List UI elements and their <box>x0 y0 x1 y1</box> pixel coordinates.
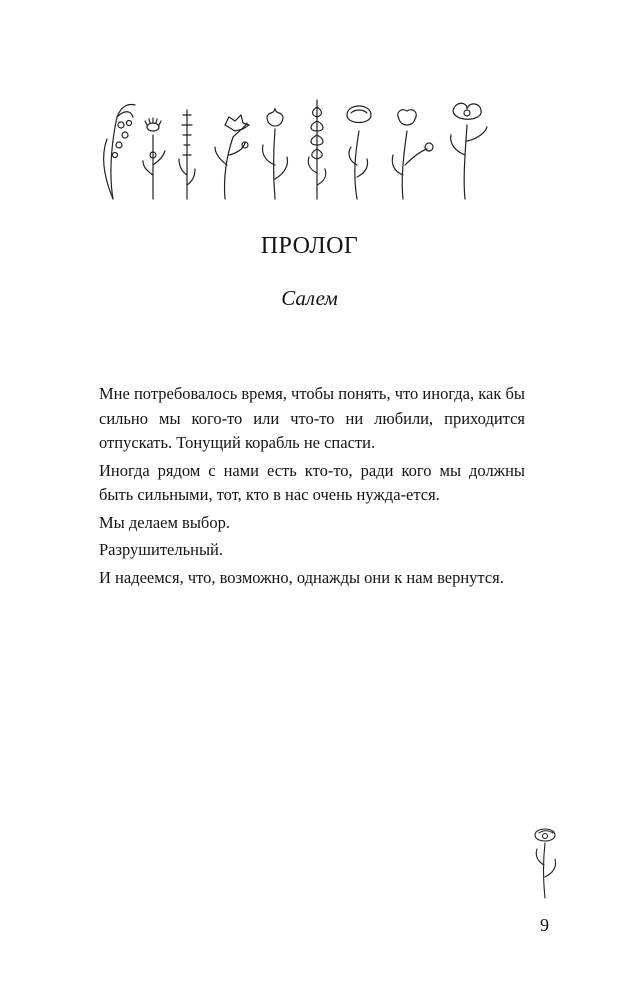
paragraph: Мы делаем выбор. <box>99 512 230 532</box>
poppy-flower-icon <box>527 825 563 900</box>
poppy-icon <box>347 106 371 199</box>
chapter-subtitle: Салем <box>281 286 338 310</box>
paragraph: Мне потребовалось время, чтобы понять, что иногда, как бы сильно мы кого-то или что-то ни любили, приходится отпускать. Тонущий корабль не спасти. <box>99 384 525 452</box>
wildflowers-border-icon <box>95 95 495 205</box>
paragraph: И надеемся, что, возможно, однажды они к нам вернутся. <box>99 567 504 587</box>
page-number: 9 <box>540 915 549 935</box>
tulip-icon <box>263 109 288 199</box>
foxglove-icon <box>308 100 325 199</box>
daisy-icon <box>143 118 165 199</box>
branching-flower-icon <box>392 110 433 199</box>
body-text <box>99 382 525 590</box>
chapter-title: ПРОЛОГ <box>260 233 359 259</box>
large-poppy-icon <box>451 103 487 199</box>
paragraph: Иногда рядом с нами есть кто-то, ради кого мы должны быть сильными, тот, кто в нас очень нужда-ется. <box>99 460 525 504</box>
cornflower-icon <box>215 115 249 199</box>
lavender-icon <box>179 110 195 199</box>
paragraph: Разрушительный. <box>99 540 223 559</box>
lily-of-the-valley-icon <box>104 105 135 200</box>
